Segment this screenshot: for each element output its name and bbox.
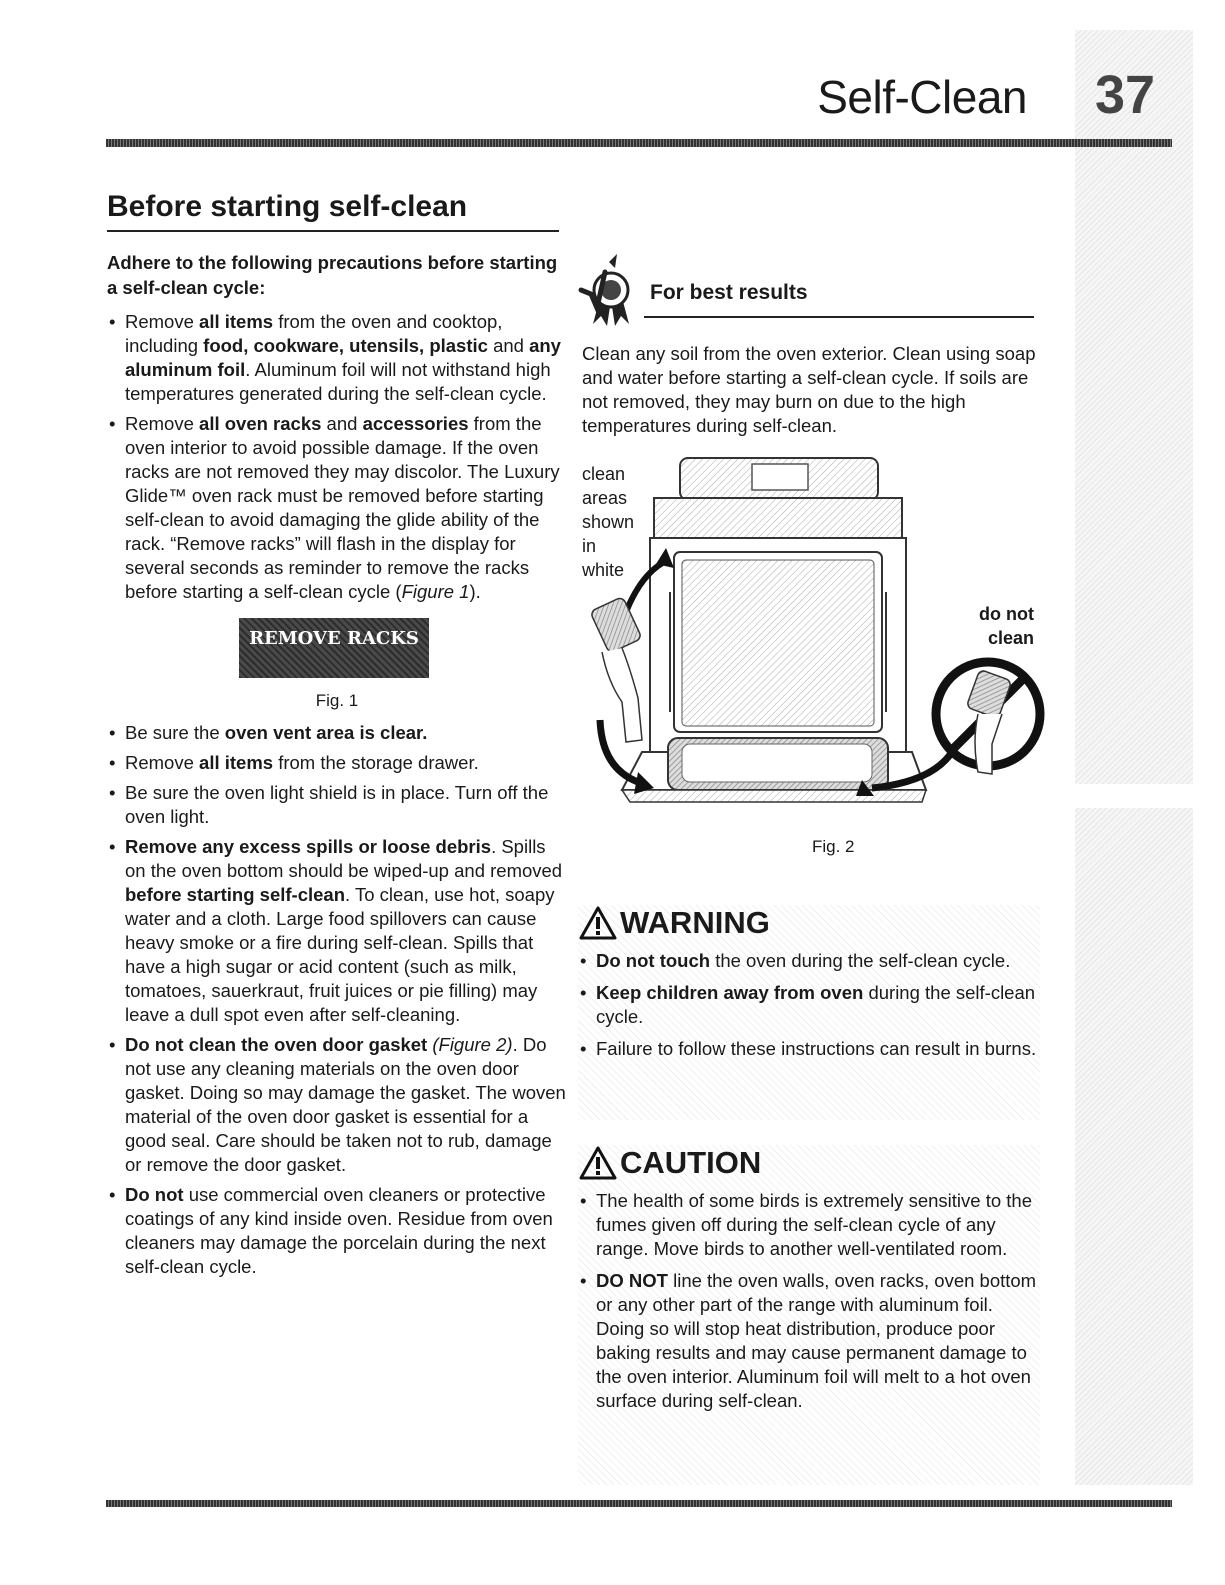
- best-results-rule: [644, 316, 1034, 318]
- warning-list: [578, 949, 1040, 1061]
- warning-triangle-icon: [578, 905, 618, 941]
- best-results-header: [582, 250, 1052, 320]
- warning-title: WARNING: [578, 905, 1040, 941]
- best-results-text: Clean any soil from the oven exterior. Clean using soap and water before starting a self-clean cycle. If soils are not removed, they may burn on due to the high temperatures during self-clean.: [582, 343, 1036, 436]
- list-item: • Do not use commercial oven cleaners or protective coatings of any kind inside oven. Residue from oven cleaners may damage the porcelain during the next self-clean cycle.: [107, 1183, 567, 1279]
- list-item: • Do not clean the oven door gasket (Figure 2). Do not use any cleaning materials on the oven door gasket. Doing so may damage the gasket. The woven material of the oven door gasket is essential for a good seal. Care should be taken not to rub, damage or remove the door gasket.: [107, 1033, 567, 1177]
- best-results-title: For best results: [650, 281, 808, 304]
- precautions-list-b: [107, 721, 567, 1279]
- caution-list: [578, 1189, 1040, 1413]
- page-title: Self-Clean: [817, 71, 1027, 123]
- left-column: [107, 190, 567, 1285]
- list-item: • Remove all oven racks and accessories from the oven interior to avoid possible damage. If the oven racks are not removed they may discolor. The Luxury Glide™ oven rack must be removed before starting self-clean to avoid damaging the glide ability of the rack. “Remove racks” will flash in the display for several seconds as reminder to remove the racks before starting a self-clean cycle (Figure 1).: [107, 412, 567, 604]
- list-item: • Remove any excess spills or loose debris. Spills on the oven bottom should be wiped-up and removed before starting self-clean. To clean, use hot, soapy water and a cloth. Large food spillovers can cause heavy smoke or a fire during self-clean. Spills that have a high sugar or acid content (such as milk, tomatoes, sauerkraut, fruit juices or pie filling) may leave a dull spot even after self-cleaning.: [107, 835, 567, 1027]
- list-item: • Do not touch the oven during the self-clean cycle.: [578, 949, 1040, 973]
- list-item: • Be sure the oven light shield is in place. Turn off the oven light.: [107, 781, 567, 829]
- list-item: • Remove all items from the storage drawer.: [107, 751, 567, 775]
- list-item: • Failure to follow these instructions can result in burns.: [578, 1037, 1040, 1061]
- list-item: • Keep children away from oven during the self-clean cycle.: [578, 981, 1040, 1029]
- caution-box: [578, 1145, 1040, 1485]
- figure-2-caption: Fig. 2: [812, 837, 855, 856]
- award-ribbon-icon: [577, 250, 643, 330]
- do-not-clean-label: do not clean: [979, 604, 1034, 648]
- figure-1-caption: Fig. 1: [315, 691, 359, 710]
- warning-box: [578, 905, 1040, 1120]
- precautions-list-a: [107, 310, 567, 604]
- right-column: [582, 250, 1052, 862]
- footer-rule: [106, 1500, 1172, 1507]
- page-number: 37: [1095, 65, 1156, 125]
- header-rule: [106, 139, 1172, 147]
- clean-areas-label: clean areas shown in white: [582, 464, 635, 580]
- list-item: • Be sure the oven vent area is clear.: [107, 721, 567, 745]
- caution-title: CAUTION: [578, 1145, 1040, 1181]
- figure-1: [107, 618, 567, 711]
- figure-2: [582, 452, 1052, 862]
- section-title: Before starting self-clean: [107, 190, 559, 232]
- remove-racks-display: [239, 618, 429, 678]
- caution-triangle-icon: [578, 1145, 618, 1181]
- side-tab-decoration: [1075, 30, 1193, 1485]
- display-text: REMOVE RACKS: [249, 628, 419, 649]
- list-item: • Remove all items from the oven and cooktop, including food, cookware, utensils, plastic and any aluminum foil. Aluminum foil will not withstand high temperatures generated during the self-clean cycle.: [107, 310, 567, 406]
- list-item: • The health of some birds is extremely sensitive to the fumes given off during the self-clean cycle of any range. Move birds to another well-ventilated room.: [578, 1189, 1040, 1261]
- list-item: • DO NOT line the oven walls, oven racks, oven bottom or any other part of the range with aluminum foil. Doing so will stop heat distribution, produce poor baking results and may cause permanent damage to the oven interior. Aluminum foil will melt to a hot oven surface during self-clean.: [578, 1269, 1040, 1413]
- intro-text: Adhere to the following precautions before starting a self-clean cycle:: [107, 252, 558, 298]
